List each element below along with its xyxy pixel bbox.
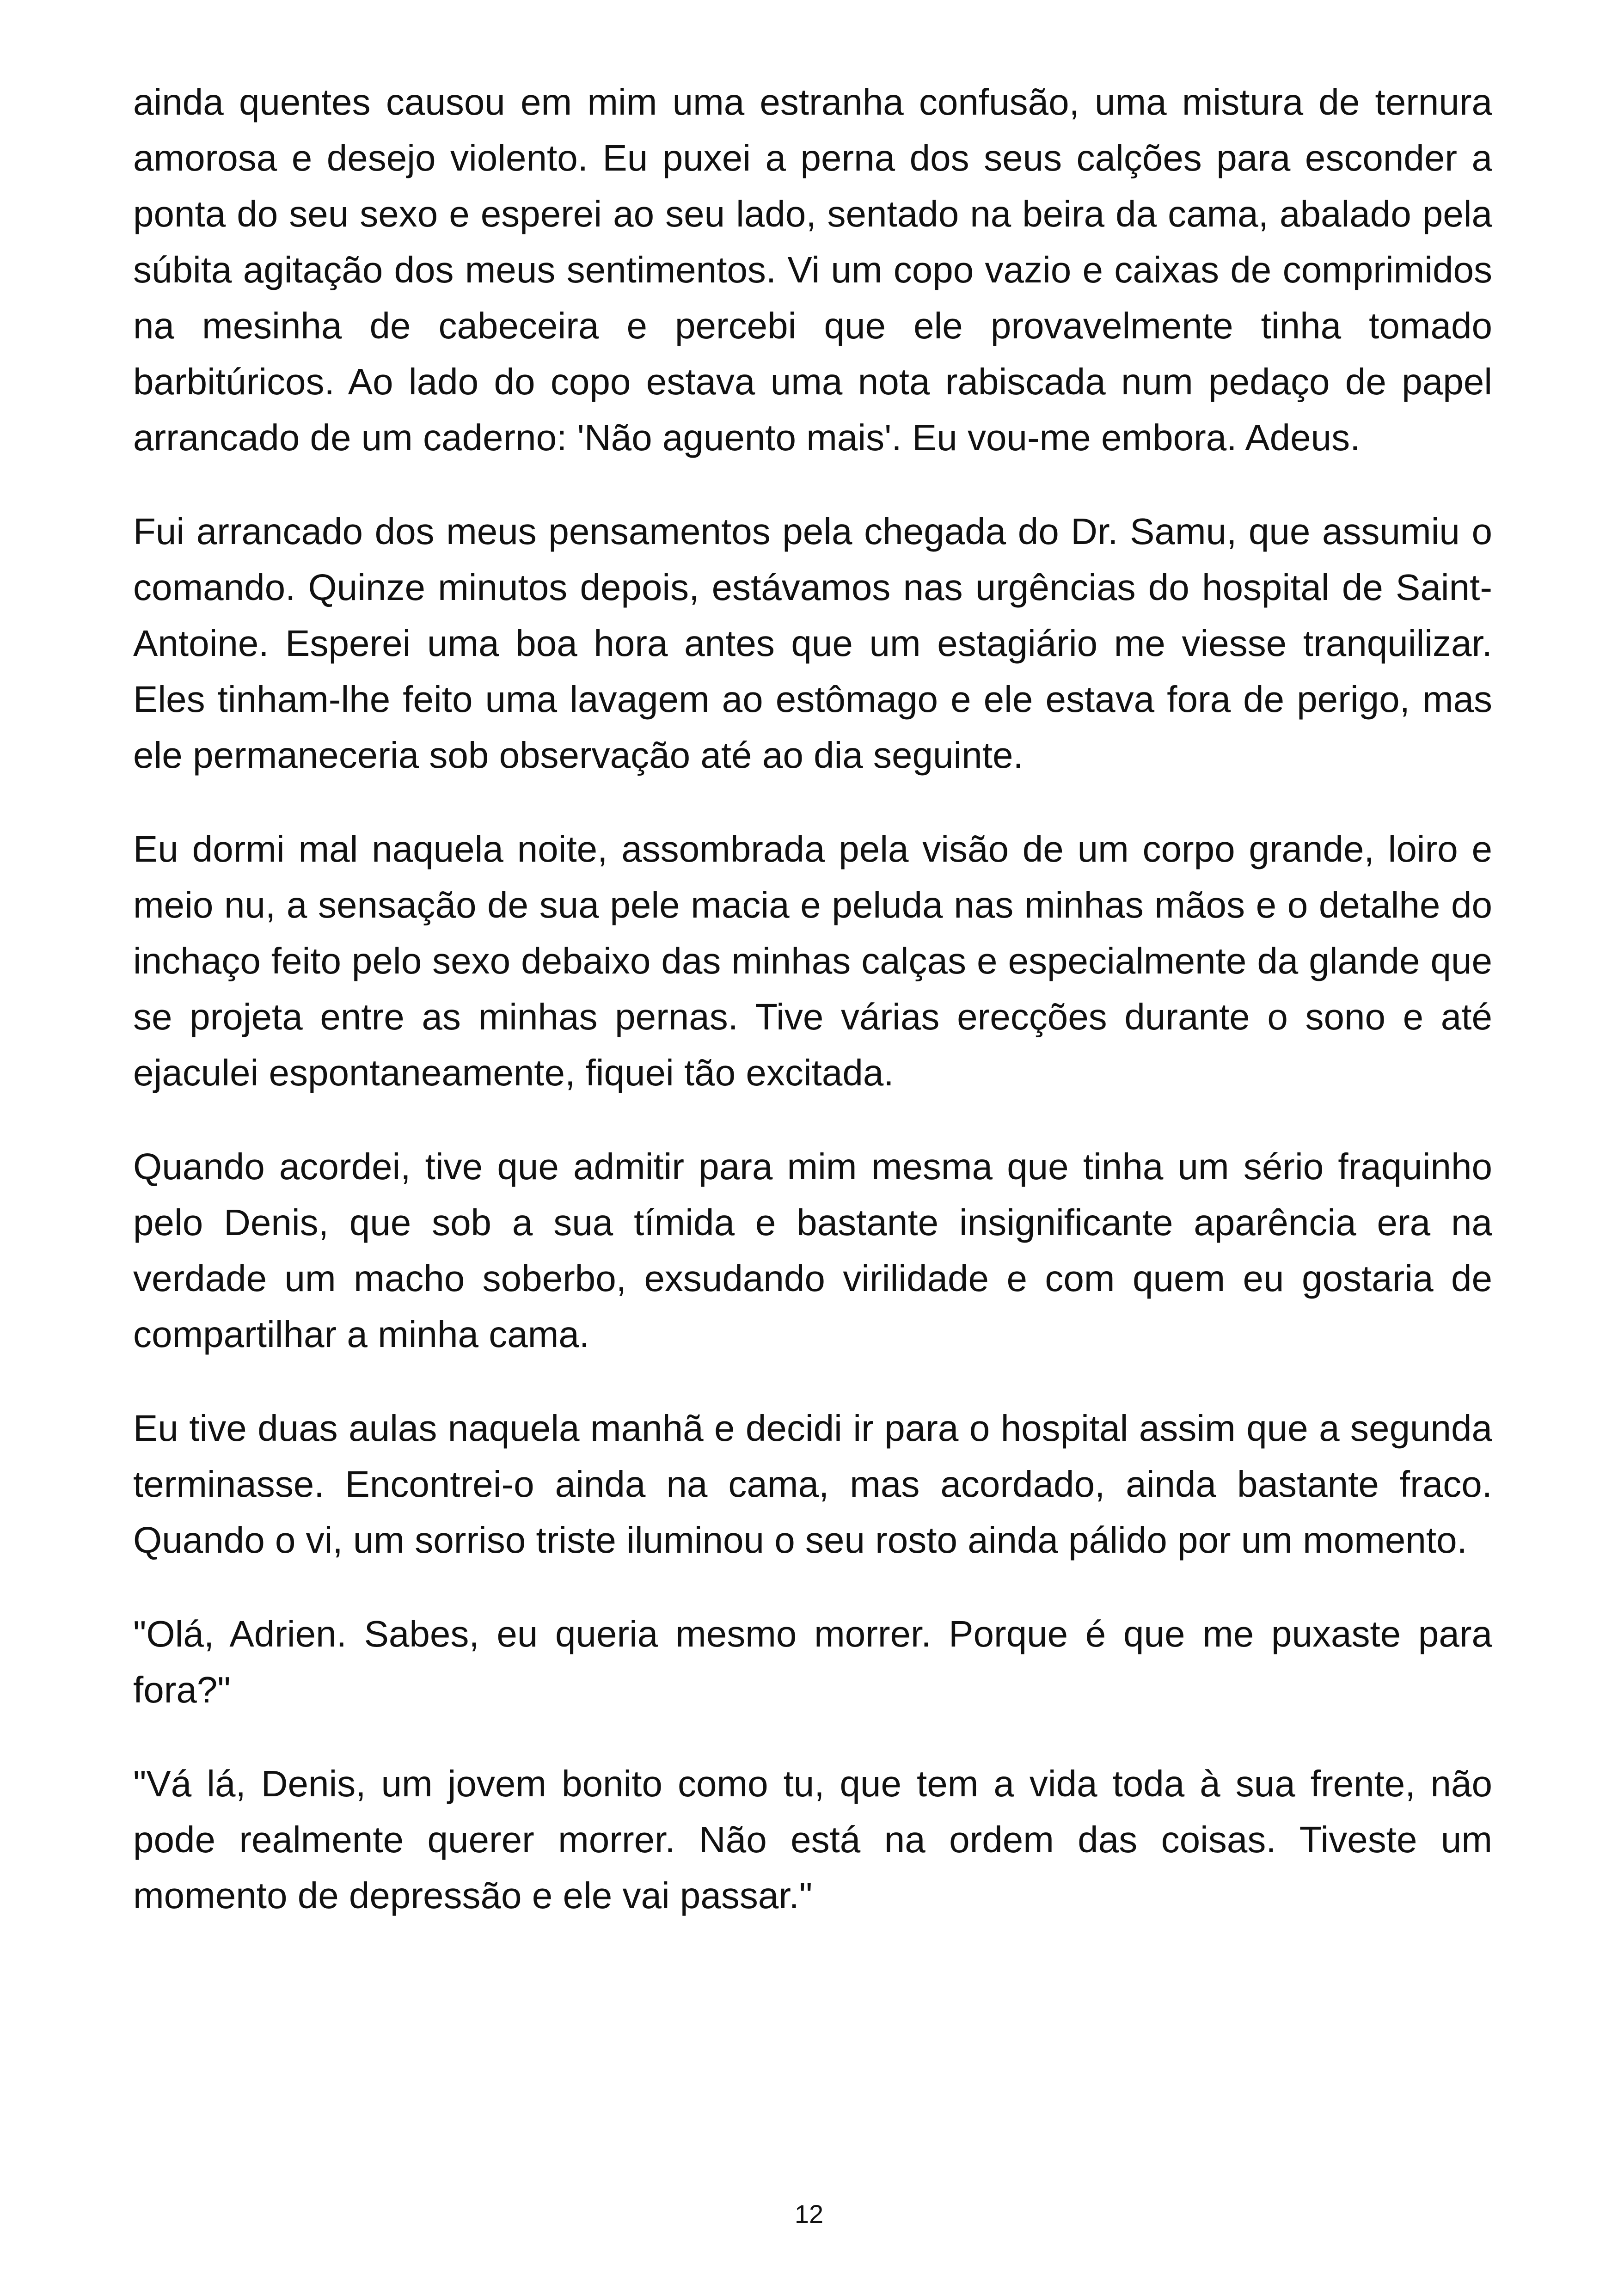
paragraph: Quando acordei, tive que admitir para mim mesma que tinha um sério fraquinho pelo Denis, que sob a sua tímida e bastante insignificante aparência era na verdade um macho soberbo, exsudando virilidade e com quem eu gostaria de compartilhar a minha cama. [133, 1146, 1492, 1355]
paragraph: Eu dormi mal naquela noite, assombrada pela visão de um corpo grande, loiro e meio nu, a sensação de sua pele macia e peluda nas minhas mãos e o detalhe do inchaço feito pelo sexo debaixo das minhas calças e especialmente da glande que se projeta entre as minhas pernas. Tive várias erecções durante o sono e até ejaculei espontaneamente, fiquei tão excitada. [133, 828, 1492, 1093]
text-body [133, 74, 1492, 1961]
paragraph: "Olá, Adrien. Sabes, eu queria mesmo morrer. Porque é que me puxaste para fora?" [133, 1613, 1492, 1710]
paragraph: ainda quentes causou em mim uma estranha confusão, uma mistura de ternura amorosa e desejo violento. Eu puxei a perna dos seus calções para esconder a ponta do seu sexo e esperei ao seu lado, sentado na beira da cama, abalado pela súbita agitação dos meus sentimentos. Vi um copo vazio e caixas de comprimidos na mesinha de cabeceira e percebi que ele provavelmente tinha tomado barbitúricos. Ao lado do copo estava uma nota rabiscada num pedaço de papel arrancado de um caderno: 'Não aguento mais'. Eu vou-me embora. Adeus. [133, 81, 1492, 458]
paragraph: Fui arrancado dos meus pensamentos pela chegada do Dr. Samu, que assumiu o comando. Quinze minutos depois, estávamos nas urgências do hospital de Saint-Antoine. Esperei uma boa hora antes que um estagiário me viesse tranquilizar. Eles tinham-lhe feito uma lavagem ao estômago e ele estava fora de perigo, mas ele permaneceria sob observação até ao dia seguinte. [133, 511, 1492, 776]
paragraph: Eu tive duas aulas naquela manhã e decidi ir para o hospital assim que a segunda terminasse. Encontrei-o ainda na cama, mas acordado, ainda bastante fraco. Quando o vi, um sorriso triste iluminou o seu rosto ainda pálido por um momento. [133, 1408, 1492, 1561]
page-number: 12 [794, 2199, 824, 2229]
paragraph: "Vá lá, Denis, um jovem bonito como tu, que tem a vida toda à sua frente, não pode realmente querer morrer. Não está na ordem das coisas. Tiveste um momento de depressão e ele vai passar." [133, 1763, 1492, 1916]
